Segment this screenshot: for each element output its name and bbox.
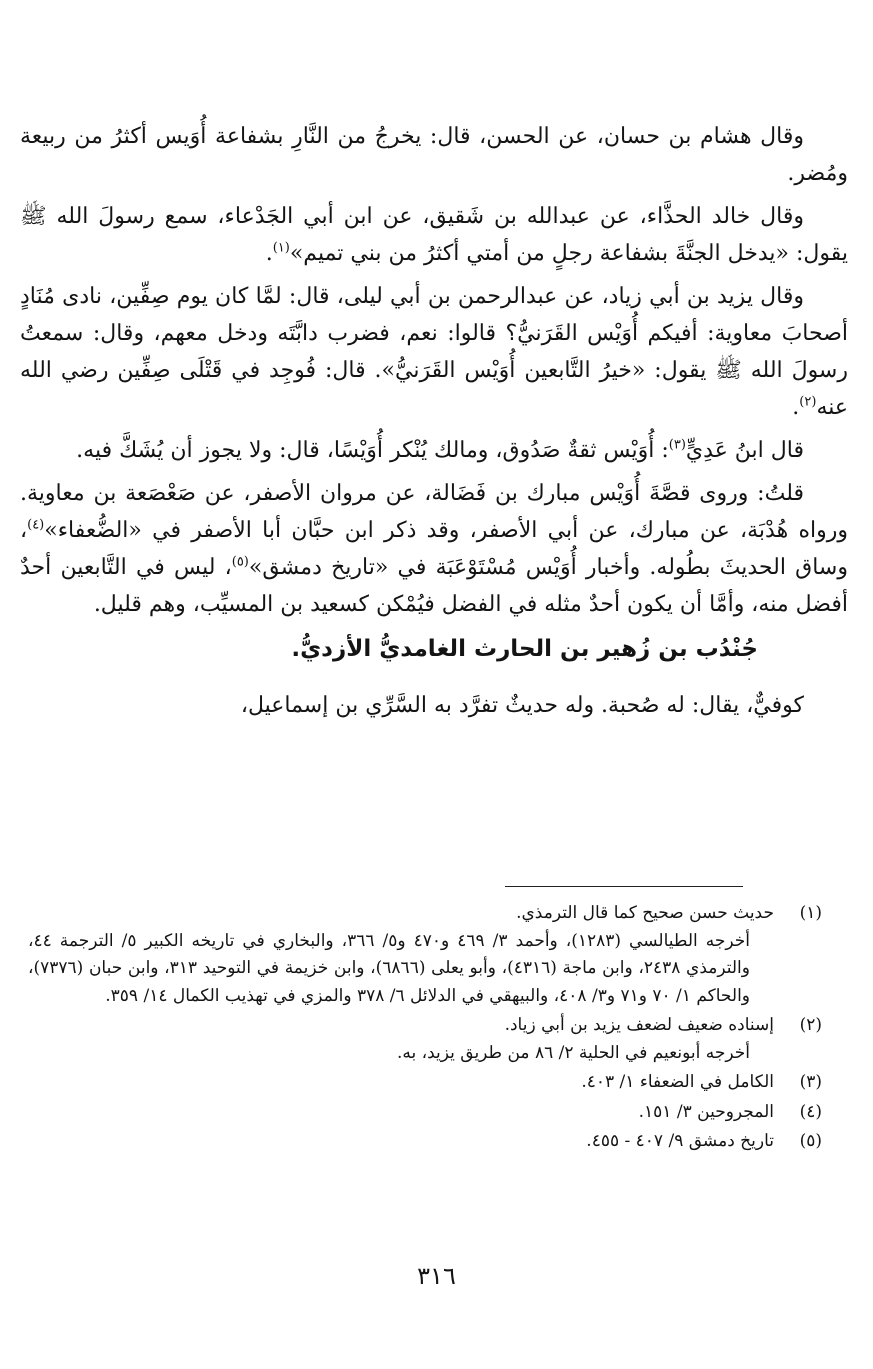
footnote-number: (٣) — [799, 1072, 822, 1092]
footnote-line: حديث حسن صحيح كما قال الترمذي. — [516, 903, 774, 923]
footnote-ref-4[interactable]: (٤) — [27, 517, 45, 533]
footnote-number: (١) — [799, 903, 822, 923]
footnote-ref-2[interactable]: (٢) — [799, 394, 817, 410]
footnote-line: الكامل في الضعفاء ١/ ٤٠٣. — [581, 1072, 774, 1092]
paragraph-1 — [20, 118, 848, 192]
footnote-line: إسناده ضعيف لضعف يزيد بن أبي زياد. — [504, 1015, 774, 1035]
page-number: ٣١٦ — [417, 1262, 456, 1290]
paragraph-3 — [20, 278, 848, 426]
paragraph-2-text: وقال خالد الحذَّاء، عن عبدالله بن شَقيق، عن ابن أبي الجَدْعاء، سمع رسولَ الله ﷺ يقول: «يدخل الجنَّةَ بشفاعة رجلٍ من أمتي أكثرُ من بني تميم» — [20, 204, 848, 266]
paragraph-5-text-b: ، وساق الحديثَ بطُوله. وأخبار أُوَيْس مُسْتَوْعَبَة في «تاريخ دمشق» — [20, 518, 848, 580]
paragraph-6 — [20, 687, 848, 724]
footnote-2 — [28, 1012, 822, 1067]
main-text — [20, 118, 848, 724]
footnote-4 — [28, 1099, 822, 1127]
footnote-ref-1[interactable]: (١) — [272, 240, 290, 256]
footnote-number: (٤) — [799, 1101, 822, 1122]
entry-heading: جُنْدُب بن زُهير بن الحارث الغامديُّ الأزديُّ. — [291, 636, 758, 662]
paragraph-4 — [20, 432, 848, 469]
footnote-number: (٢) — [799, 1015, 822, 1035]
paragraph-2-end: . — [265, 241, 273, 266]
paragraph-5-text-a: قلتُ: وروى قصَّةَ أُوَيْس مبارك بن فَضَالة، عن مروان الأصفر، عن صَعْصَعة بن معاوية. ورواه هُدْبَة، عن مبارك، عن أبي الأصفر، وقد ذكر ابن حبَّان أبا الأصفر في «الضُّعفاء» — [20, 481, 848, 543]
paragraph-6-text: كوفيٌّ، يقال: له صُحبة. وله حديثٌ تفرَّد به السَّرِّي بن إسماعيل، — [240, 693, 804, 718]
footnote-1 — [28, 900, 822, 1010]
paragraph-4-text-a: قال ابنُ عَدِيٍّ — [685, 438, 804, 463]
paragraph-5 — [20, 475, 848, 623]
footnote-line: أخرجه أبونعيم في الحلية ٢/ ٨٦ من طريق يزيد، به. — [396, 1042, 750, 1063]
footnote-line: المجروحين ٣/ ١٥١. — [638, 1101, 774, 1122]
footnote-ref-5[interactable]: (٥) — [231, 554, 249, 570]
footnote-divider — [505, 886, 743, 887]
paragraph-1-text: وقال هشام بن حسان، عن الحسن، قال: يخرجُ من النَّارِ بشفاعة أُوَيس أكثرُ من ربيعة ومُضر. — [20, 124, 848, 186]
footnote-3 — [28, 1069, 822, 1097]
paragraph-4-text-b: : أُوَيْس ثقةٌ صَدُوق، ومالك يُنْكر أُوَيْسًا، قال: ولا يجوز أن يُشَكَّ فيه. — [76, 438, 669, 463]
footnote-line: أخرجه الطيالسي (١٢٨٣)، وأحمد ٣/ ٤٦٩ و٤٧٠ و٥/ ٣٦٦، والبخاري في تاريخه الكبير ٥/ الترجمة ٤٤، والترمذي ٢٤٣٨، وابن ماجة (٤٣١٦)، وأبو يعلى (٦٨٦٦)، وابن خزيمة في التوحيد ٣١٣، وابن حبان (٧٣٧٦)، والحاكم ١/ ٧٠ و٧١ و٣/ ٤٠٨، والبيهقي في الدلائل ٦/ ٣٧٨ والمزي في تهذيب الكمال ١٤/ ٣٥٩. — [28, 930, 750, 1006]
paragraph-5-text-c: ، ليس في التَّابعين أحدٌ أفضل منه، وأمَّا أن يكون أحدٌ مثله في الفضل فيُمْكن كسعيد بن المسيِّب، وهم قليل. — [20, 555, 848, 617]
footnotes — [28, 900, 822, 1158]
footnote-5 — [28, 1128, 822, 1156]
paragraph-2 — [20, 198, 848, 272]
paragraph-3-end: . — [792, 395, 800, 420]
footnote-line: تاريخ دمشق ٩/ ٤٠٧ - ٤٥٥. — [586, 1131, 774, 1151]
paragraph-3-text: وقال يزيد بن أبي زياد، عن عبدالرحمن بن أبي ليلى، قال: لمَّا كان يوم صِفِّين، نادى مُنَادٍ أصحابَ معاوية: أفيكم أُوَيْس القَرَنيُّ؟ قالوا: نعم، فضرب دابَّتَه ودخل معهم، وقال: سمعتُ رسولَ الله ﷺ يقول: «خيرُ التَّابعين أُوَيْس القَرَنيُّ». قال: فُوجِد في قَتْلَى صِفِّين رضي الله عنه — [20, 284, 848, 420]
footnote-number: (٥) — [799, 1131, 822, 1151]
footnote-ref-3[interactable]: (٣) — [668, 437, 686, 453]
